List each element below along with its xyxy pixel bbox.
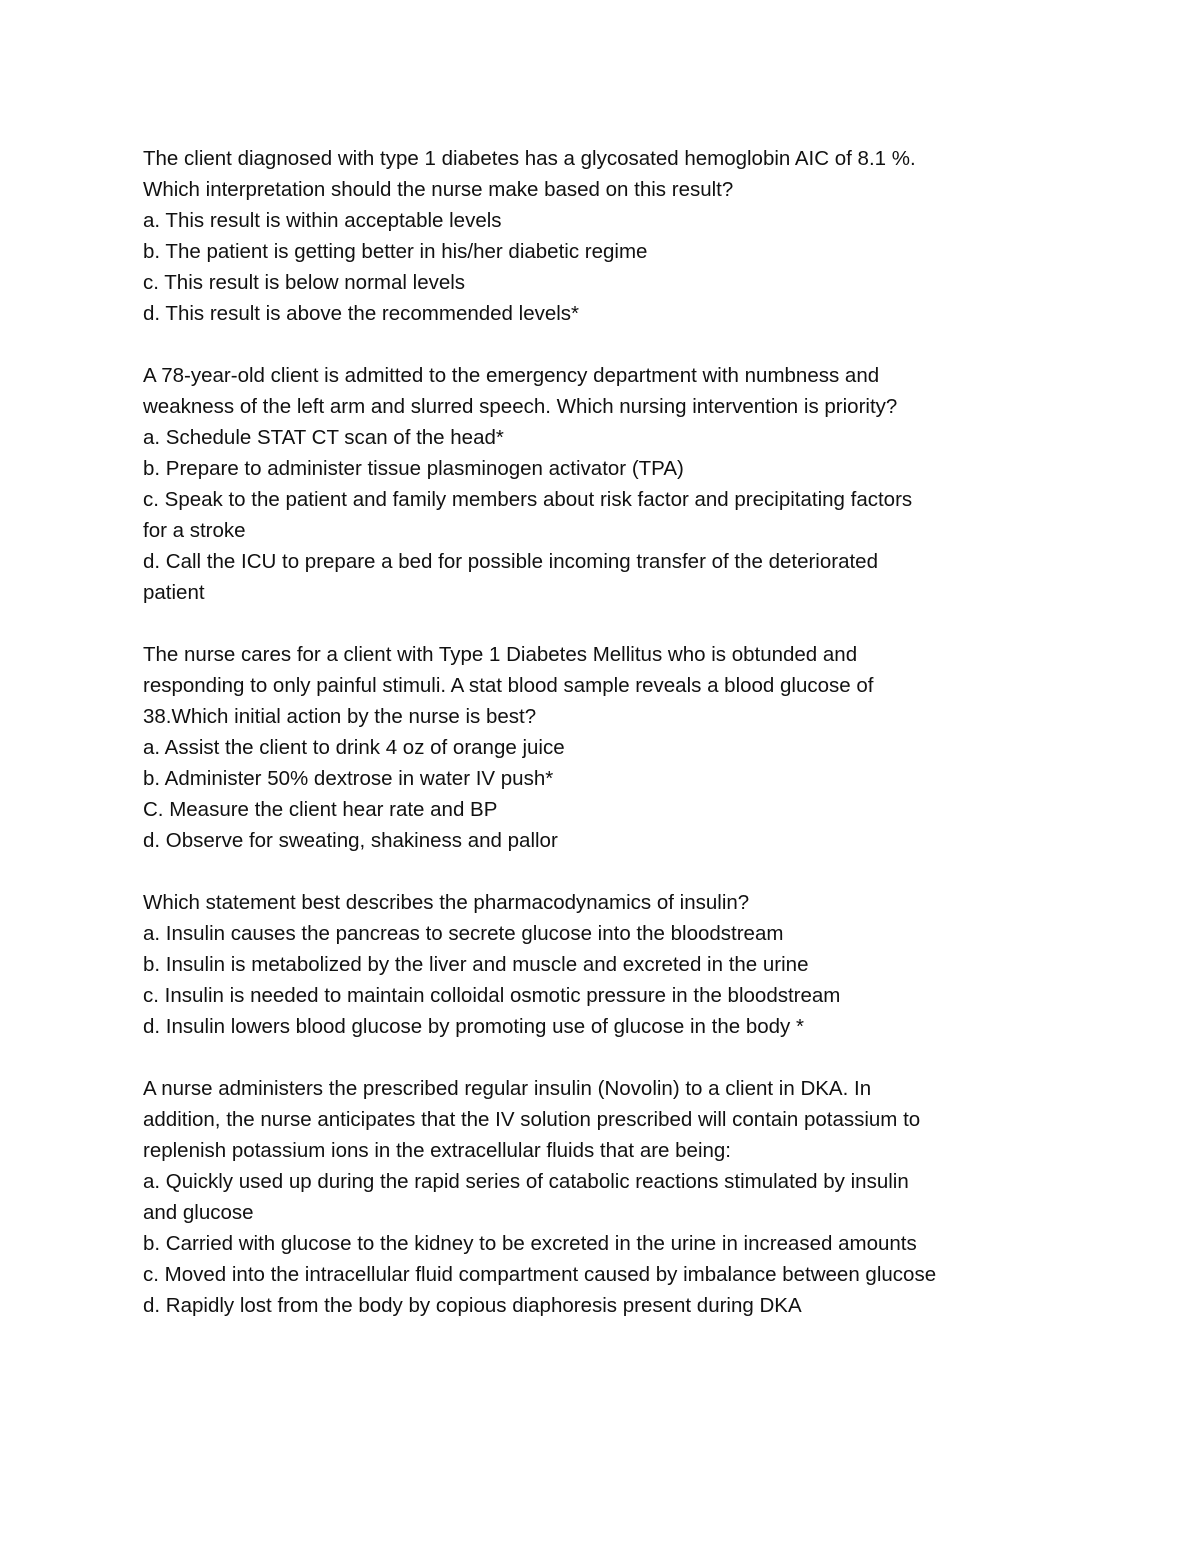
question-5-option-b: b. Carried with glucose to the kidney to be excreted in the urine in increased amounts xyxy=(143,1232,917,1255)
question-3-stem-line-2: responding to only painful stimuli. A stat blood sample reveals a blood glucose of xyxy=(143,674,874,697)
document-body xyxy=(143,143,1103,1352)
question-2-option-b: b. Prepare to administer tissue plasminogen activator (TPA) xyxy=(143,457,684,480)
question-3-option-b: b. Administer 50% dextrose in water IV push* xyxy=(143,767,554,790)
question-5-stem-line-3: replenish potassium ions in the extracellular fluids that are being: xyxy=(143,1139,731,1162)
question-1-stem-line-2: Which interpretation should the nurse make based on this result? xyxy=(143,178,734,201)
question-2-stem-line-2: weakness of the left arm and slurred speech. Which nursing intervention is priority? xyxy=(143,395,898,418)
question-5-option-a-continued: and glucose xyxy=(143,1201,254,1224)
question-1-option-a: a. This result is within acceptable levels xyxy=(143,209,502,232)
question-3-option-c: C. Measure the client hear rate and BP xyxy=(143,798,498,821)
question-1-option-d: d. This result is above the recommended levels* xyxy=(143,302,580,325)
question-4-option-b: b. Insulin is metabolized by the liver and muscle and excreted in the urine xyxy=(143,953,809,976)
question-1-stem-line-1: The client diagnosed with type 1 diabetes has a glycosated hemoglobin AIC of 8.1 %. xyxy=(143,147,916,170)
question-5-stem-line-2: addition, the nurse anticipates that the IV solution prescribed will contain potassium to xyxy=(143,1108,921,1131)
question-3-option-d: d. Observe for sweating, shakiness and pallor xyxy=(143,829,558,852)
question-5 xyxy=(143,1073,1103,1321)
question-4-option-d: d. Insulin lowers blood glucose by promoting use of glucose in the body * xyxy=(143,1015,804,1038)
question-2-option-d: d. Call the ICU to prepare a bed for possible incoming transfer of the deteriorated xyxy=(143,550,878,573)
question-1-option-b: b. The patient is getting better in his/her diabetic regime xyxy=(143,240,648,263)
question-4 xyxy=(143,887,1103,1042)
question-5-option-a: a. Quickly used up during the rapid series of catabolic reactions stimulated by insulin xyxy=(143,1170,909,1193)
question-5-option-d: d. Rapidly lost from the body by copious diaphoresis present during DKA xyxy=(143,1294,802,1317)
question-2-stem-line-1: A 78-year-old client is admitted to the emergency department with numbness and xyxy=(143,364,880,387)
question-2-option-c: c. Speak to the patient and family members about risk factor and precipitating factors xyxy=(143,488,913,511)
question-2 xyxy=(143,360,1103,608)
question-1 xyxy=(143,143,1103,329)
question-3 xyxy=(143,639,1103,856)
question-4-option-c: c. Insulin is needed to maintain colloidal osmotic pressure in the bloodstream xyxy=(143,984,841,1007)
question-3-stem-line-3: 38.Which initial action by the nurse is best? xyxy=(143,705,537,728)
question-5-option-c: c. Moved into the intracellular fluid compartment caused by imbalance between glucose xyxy=(143,1263,937,1286)
question-2-option-a: a. Schedule STAT CT scan of the head* xyxy=(143,426,504,449)
question-5-stem-line-1: A nurse administers the prescribed regular insulin (Novolin) to a client in DKA. In xyxy=(143,1077,872,1100)
question-4-stem-line-1: Which statement best describes the pharmacodynamics of insulin? xyxy=(143,891,750,914)
question-3-option-a: a. Assist the client to drink 4 oz of orange juice xyxy=(143,736,565,759)
question-3-stem-line-1: The nurse cares for a client with Type 1 Diabetes Mellitus who is obtunded and xyxy=(143,643,858,666)
question-2-option-d-continued: patient xyxy=(143,581,205,604)
question-4-option-a: a. Insulin causes the pancreas to secrete glucose into the bloodstream xyxy=(143,922,784,945)
question-2-option-c-continued: for a stroke xyxy=(143,519,246,542)
question-1-option-c: c. This result is below normal levels xyxy=(143,271,466,294)
